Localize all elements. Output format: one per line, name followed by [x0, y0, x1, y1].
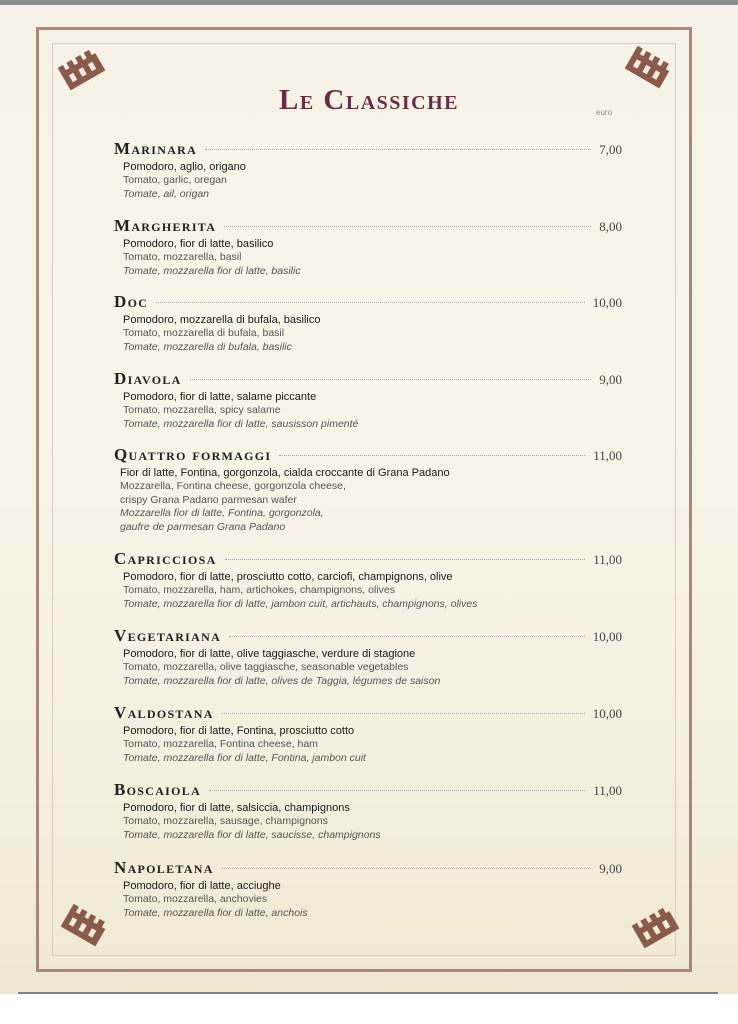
item-price: 9,00: [599, 372, 622, 387]
item-desc-en: Tomato, mozzarella, spicy salame: [123, 404, 281, 416]
scan-margin-bottom: [0, 994, 738, 1024]
item-price: 11,00: [593, 552, 622, 567]
menu-item-napoletana: [114, 858, 622, 920]
menu-item-diavola: [114, 369, 622, 431]
item-name: Marinara: [114, 139, 198, 158]
item-desc-en: Tomato, mozzarella, sausage, champignons: [123, 815, 328, 827]
dot-leader: [225, 559, 586, 560]
item-desc-it: Fior di latte, Fontina, gorgonzola, cialda croccante di Grana Padano: [120, 467, 450, 479]
item-price: 11,00: [593, 783, 622, 798]
item-desc-it: Pomodoro, fior di latte, acciughe: [123, 880, 281, 892]
item-desc-fr-line2: gaufre de parmesan Grana Padano: [120, 520, 286, 533]
dot-leader: [222, 713, 585, 714]
dot-leader: [279, 455, 585, 456]
item-name: Boscaiola: [114, 780, 202, 799]
item-name: Napoletana: [114, 858, 214, 877]
item-desc-en: Tomato, mozzarella, anchovies: [123, 893, 268, 905]
dot-leader: [190, 379, 592, 380]
item-name: Quattro formaggi: [114, 445, 272, 464]
item-desc-en: Tomato, mozzarella di bufala, basil: [123, 327, 285, 339]
menu-item-marinara: [114, 139, 622, 201]
item-price: 11,00: [593, 448, 622, 463]
menu-item-margherita: [114, 216, 622, 278]
item-price: 10,00: [592, 295, 622, 310]
item-desc-fr: Tomate, mozzarella fior di latte, Fontina, jambon cuit: [123, 751, 366, 764]
item-desc-it: Pomodoro, fior di latte, salame piccante: [123, 391, 317, 403]
item-desc-fr: Tomate, mozzarella fior di latte, saucisse, champignons: [123, 828, 381, 841]
item-desc-en: Tomato, mozzarella, Fontina cheese, ham: [123, 738, 318, 750]
item-desc-it: Pomodoro, fior di latte, basilico: [123, 238, 274, 250]
item-price: 8,00: [599, 219, 622, 234]
item-desc-it: Pomodoro, fior di latte, olive taggiasche, verdure di stagione: [123, 648, 416, 660]
item-desc-fr: Tomate, ail, origan: [123, 187, 209, 200]
dot-leader: [224, 226, 591, 227]
item-name: Capricciosa: [114, 549, 217, 568]
item-price: 9,00: [599, 861, 622, 876]
item-desc-it: Pomodoro, fior di latte, salsiccia, champignons: [123, 802, 350, 814]
menu-item-valdostana: [114, 703, 622, 765]
item-desc-it: Pomodoro, fior di latte, Fontina, prosciutto cotto: [123, 725, 355, 737]
castle-ornament-icon-bottom-left: [56, 900, 112, 952]
item-desc-fr: Tomate, mozzarella fior di latte, anchois: [123, 906, 308, 919]
item-name: Margherita: [114, 216, 217, 235]
item-desc-en-line2: crispy Grana Padano parmesan wafer: [120, 493, 297, 506]
castle-ornament-icon-bottom-right: [628, 902, 684, 954]
item-desc-it: Pomodoro, mozzarella di bufala, basilico: [123, 314, 321, 326]
dot-leader: [156, 302, 585, 303]
menu-item-boscaiola: [114, 780, 622, 842]
item-name: Doc: [114, 292, 149, 311]
item-price: 10,00: [592, 629, 622, 644]
menu-item-vegetariana: [114, 626, 622, 688]
item-desc-fr: Tomate, mozzarella fior di latte, basilic: [123, 264, 301, 277]
item-desc-en: Tomato, mozzarella, ham, artichokes, champignons, olives: [123, 584, 395, 596]
scan-edge-top: [0, 0, 738, 5]
item-desc-fr: Tomate, mozzarella di bufala, basilic: [123, 340, 292, 353]
item-desc-fr: Tomate, mozzarella fior di latte, sausisson pimenté: [123, 417, 359, 430]
item-price: 7,00: [599, 142, 622, 157]
dot-leader: [222, 868, 592, 869]
item-name: Diavola: [114, 369, 182, 388]
item-desc-en: Mozzarella, Fontina cheese, gorgonzola cheese,: [120, 480, 346, 492]
item-name: Vegetariana: [114, 626, 222, 645]
item-desc-it: Pomodoro, aglio, origano: [123, 161, 246, 173]
item-desc-en: Tomato, mozzarella, olive taggiasche, seasonable vegetables: [123, 661, 409, 673]
item-price: 10,00: [592, 706, 622, 721]
page-title: Le Classiche: [278, 84, 460, 116]
dot-leader: [205, 149, 591, 150]
dot-leader: [229, 636, 585, 637]
item-name: Valdostana: [114, 703, 214, 722]
menu-item-quattro-formaggi: [114, 445, 622, 534]
item-desc-fr: Tomate, mozzarella fior di latte, jambon cuit, artichauts, champignons, olives: [123, 597, 478, 610]
currency-label: euro: [596, 108, 613, 117]
item-desc-fr: Tomate, mozzarella fior di latte, olives de Taggia, légumes de saison: [123, 674, 441, 687]
item-desc-en: Tomato, mozzarella, basil: [123, 251, 242, 263]
menu-item-capricciosa: [114, 549, 622, 611]
item-desc-fr: Mozzarella fior di latte, Fontina, gorgonzola,: [120, 507, 324, 519]
dot-leader: [209, 790, 585, 791]
menu-item-doc: [114, 292, 622, 354]
item-desc-en: Tomato, garlic, oregan: [123, 174, 227, 186]
item-desc-it: Pomodoro, fior di latte, prosciutto cotto, carciofi, champignons, olive: [123, 571, 453, 583]
